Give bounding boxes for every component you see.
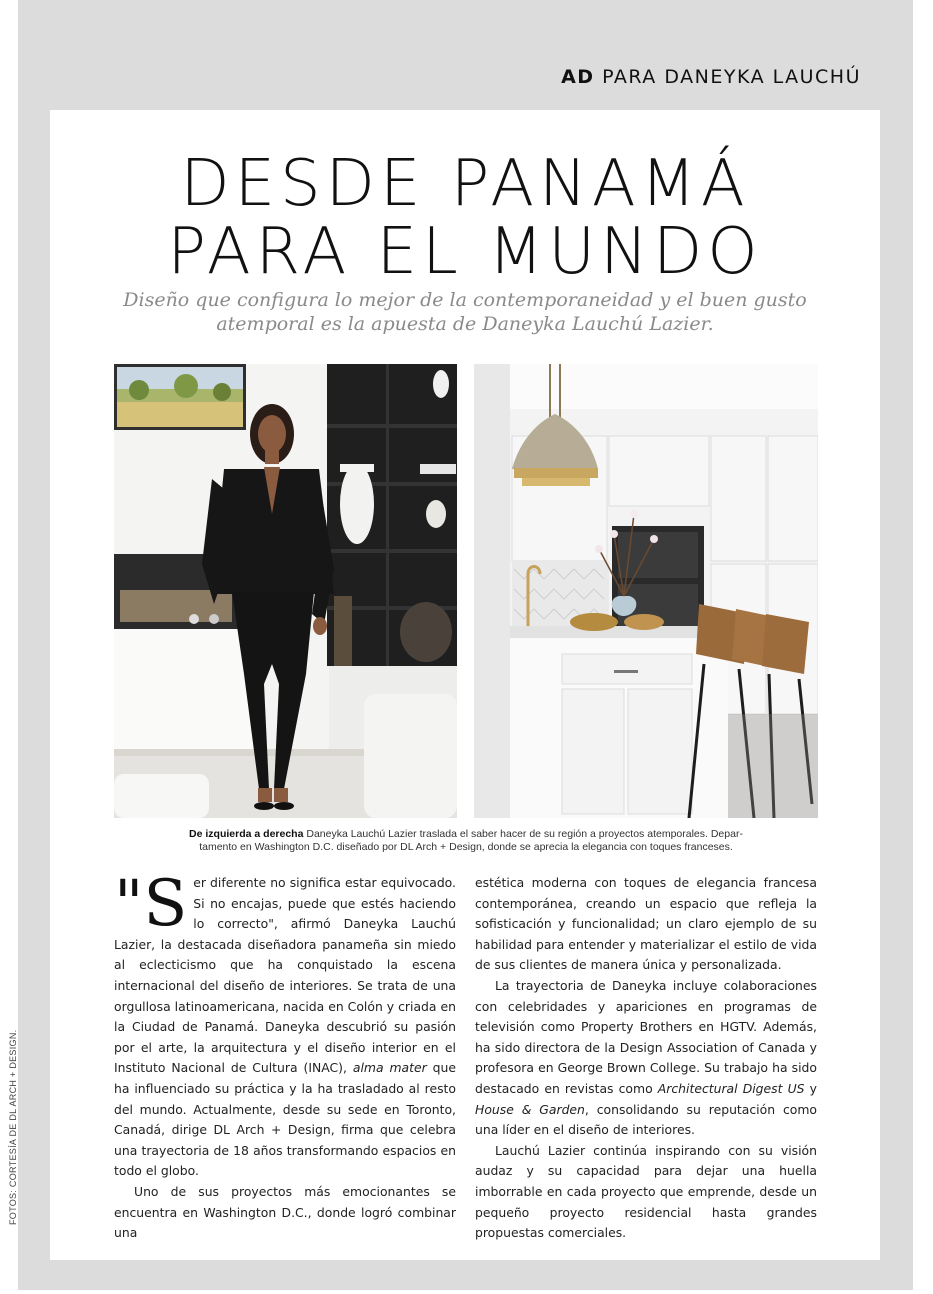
paragraph-4: Lauchú Lazier continúa inspirando con su visión audaz y su capacidad para dejar una huella imborrable en cada proyecto que emprende, desde un pequeño proyecto residencial hasta grandes propuestas comerciales.	[475, 1142, 817, 1241]
kitchen-photo-illustration	[474, 364, 818, 818]
paragraph-1-text: er diferente no significa estar equivocado. Si no encajas, puede que estés haciendo lo correcto", afirmó Daneyka Lauchú Lazier, la destacada diseñadora panameña sin miedo al eclecticismo que ha conquistado la escena internacional del diseño de interiores. Se trata de una orgullosa latinoamericana, nacida en Colón y criada en la Ciudad de Panamá. Daneyka descubrió su pasión por el arte, la arquitectura y el diseño interior en el Instituto Nacional de Cultura (INAC),	[114, 875, 456, 1076]
paragraph-3-y: y	[809, 1080, 817, 1096]
photo-credit: FOTOS: CORTESÍA DE DL ARCH + DESIGN.	[8, 1029, 18, 1225]
article-page	[50, 110, 880, 1260]
subtitle-line-1: Diseño que configura lo mejor de la contemporaneidad y el buen gusto	[123, 289, 807, 311]
kitchen-photo	[474, 364, 818, 818]
dropcap: "S	[114, 867, 188, 941]
paragraph-3	[475, 976, 817, 1141]
paragraph-3-text: La trayectoria de Daneyka incluye colaboraciones con celebridades y apariciones en programas de televisión como Property Brothers en HGTV. Además, ha sido directora de la Design Association of Canada y profesora en George Brown College. Su trabajo ha sido destacado en revistas como	[475, 977, 817, 1096]
paragraph-1	[114, 867, 456, 1182]
portrait-photo	[114, 364, 457, 818]
caption-line-2: tamento en Washington D.C. diseñado por DL Arch + Design, donde se aprecia la elegancia con toques franceses.	[199, 841, 733, 853]
title-line-2: PARA EL MUNDO	[167, 215, 763, 289]
article-subtitle	[110, 288, 820, 336]
paragraph-2-continued: estética moderna con toques de elegancia francesa contemporánea, creando un espacio que refleja la sofisticación y funcionalidad; un claro ejemplo de su habilidad para entender y materializar el estilo de vida de sus clientes de manera única y personalizada.	[475, 875, 817, 973]
caption-line-1: Daneyka Lauchú Lazier traslada el saber hacer de su región a proyectos atemporales. Depar-	[303, 828, 743, 840]
section-header	[561, 66, 861, 88]
paragraph-1-end: que ha influenciado su práctica y la ha trasladado al resto del mundo. Actualmente, desde su sede en Toronto, Canadá, dirige DL Arch + Design, firma que celebra una trayectoria de 18 años transformando espacios en todo el globo.	[114, 1060, 456, 1179]
subtitle-line-2: atemporal es la apuesta de Daneyka Lauchú Lazier.	[216, 313, 714, 335]
paragraph-3-italic-1: Architectural Digest US	[657, 1080, 805, 1096]
title-line-1: DESDE PANAMÁ	[180, 147, 750, 221]
header-section-name: PARA DANEYKA LAUCHÚ	[602, 66, 861, 88]
paragraph-2: Uno de sus proyectos más emocionantes se encuentra en Washington D.C., donde logró combinar una	[114, 1183, 456, 1241]
paragraph-1-italic: alma mater	[352, 1060, 427, 1076]
header-brand: AD	[561, 66, 595, 88]
photo-caption	[126, 828, 806, 854]
paragraph-3-italic-2: House & Garden	[475, 1101, 585, 1117]
portrait-photo-illustration	[114, 364, 457, 818]
caption-lead: De izquierda a derecha	[189, 828, 304, 840]
paragraph-3-end: , consolidando su reputación como una líder en el diseño de interiores.	[475, 1101, 817, 1138]
article-column-left	[114, 867, 456, 1244]
article-title	[50, 147, 880, 289]
article-column-right	[475, 873, 817, 1244]
